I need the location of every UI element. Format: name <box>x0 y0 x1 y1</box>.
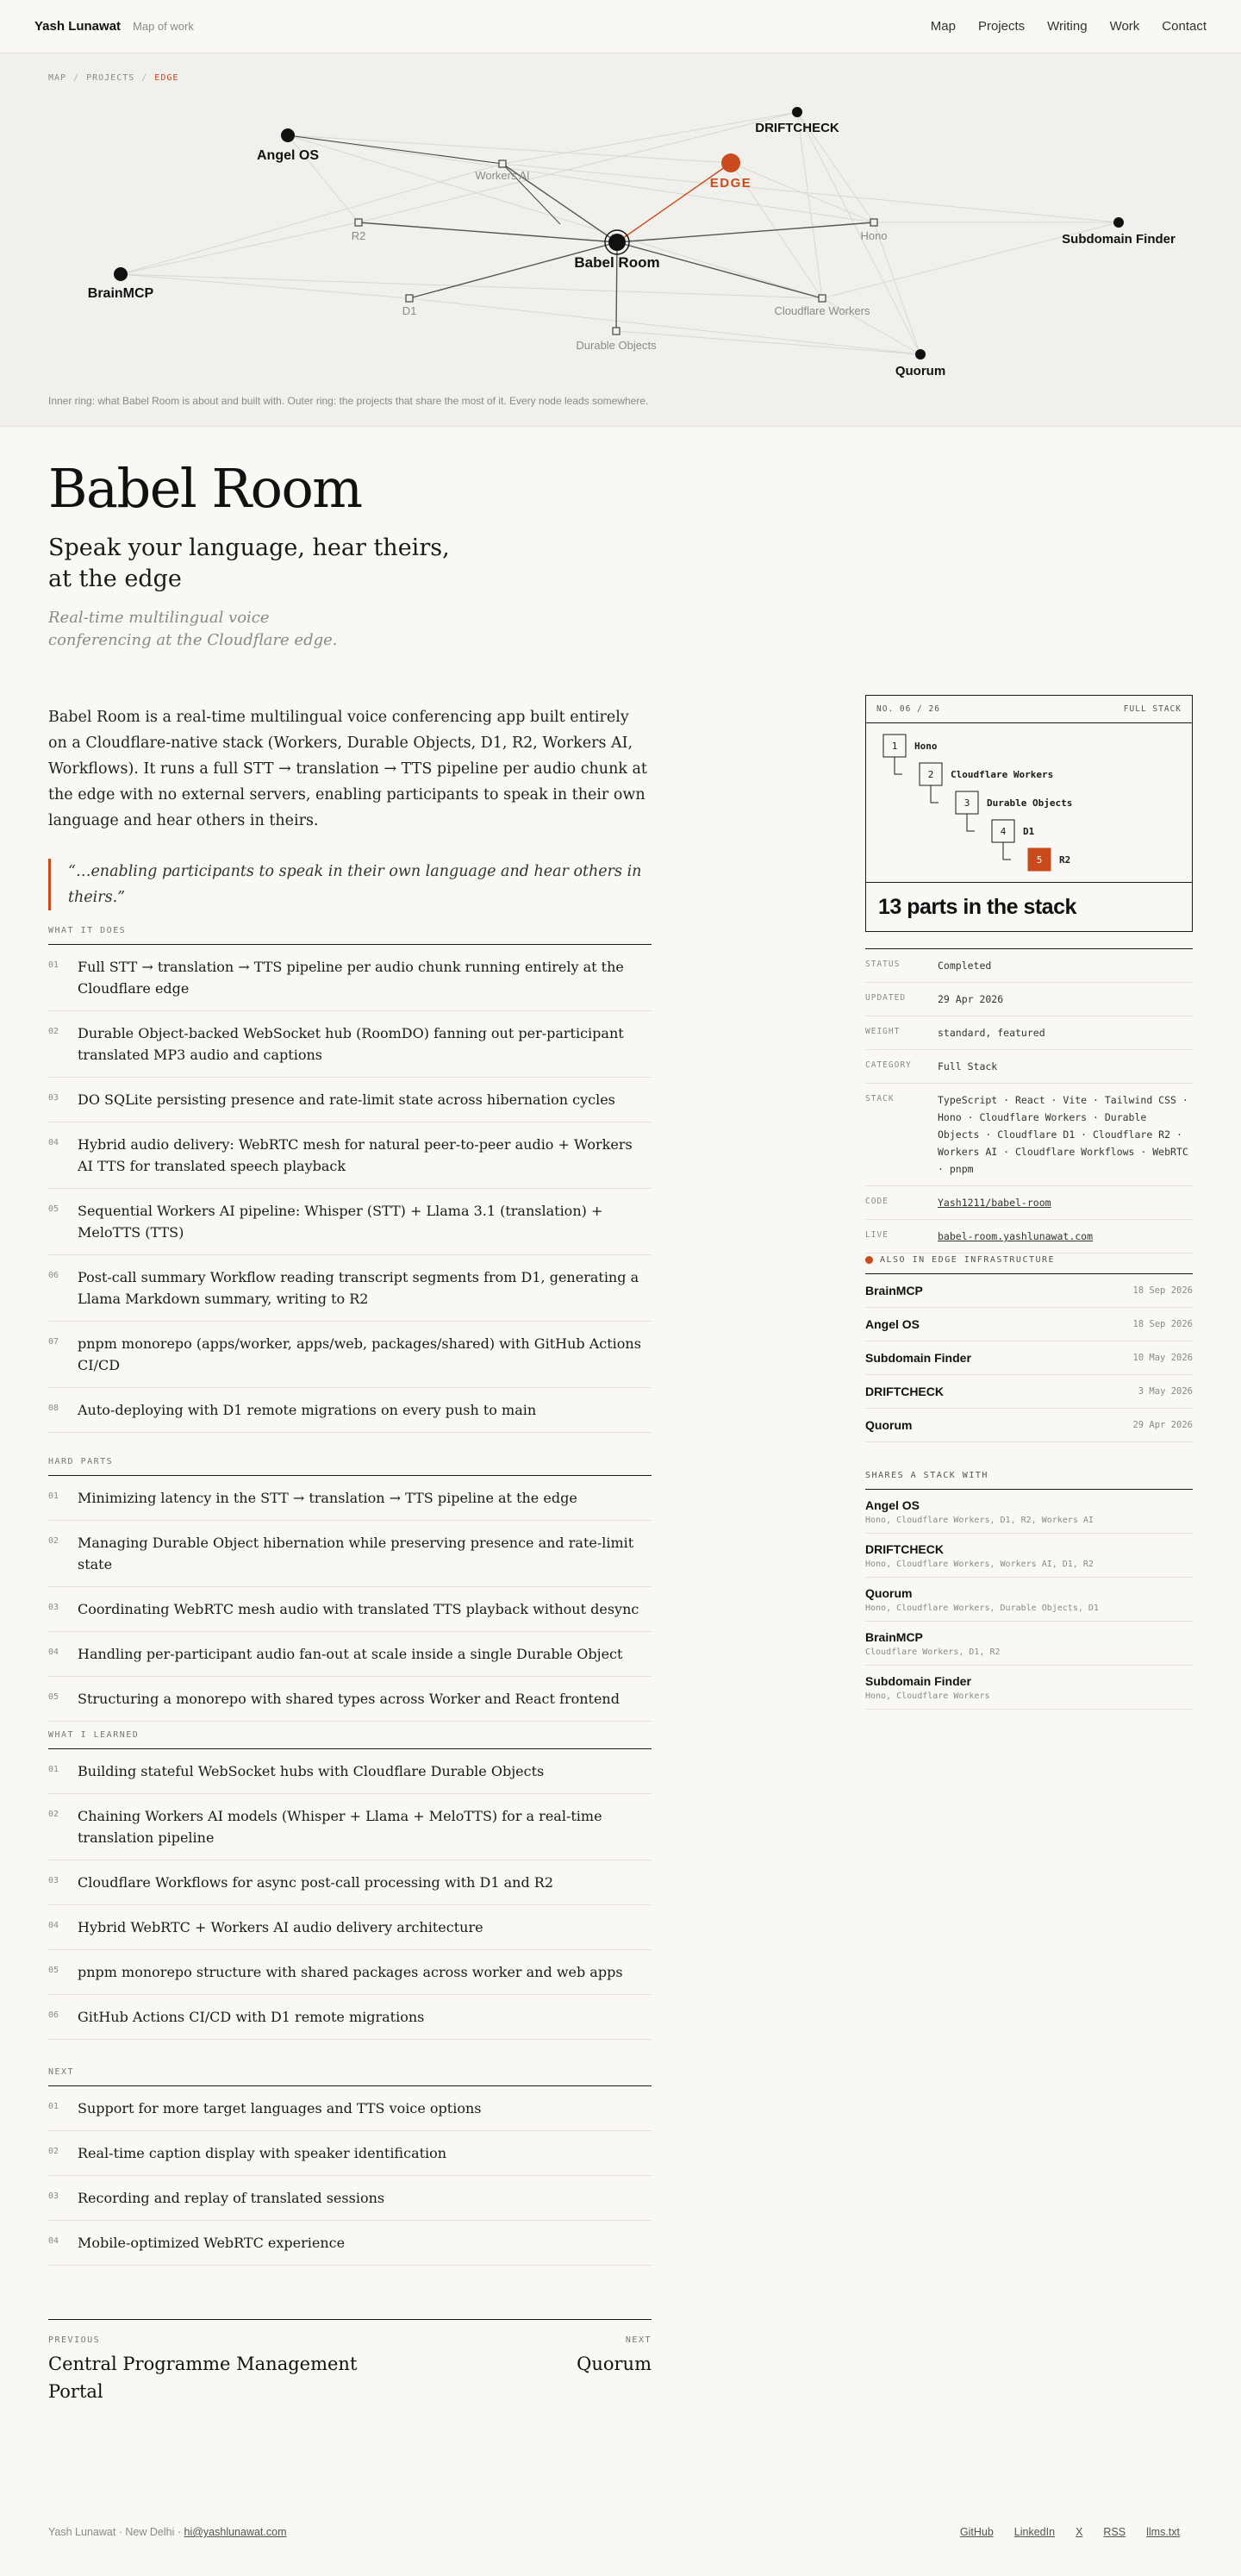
infra-name[interactable]: BrainMCP <box>865 1284 923 1297</box>
infra-row[interactable] <box>865 1274 1193 1308</box>
list-item <box>48 1521 652 1587</box>
list-item <box>48 2086 652 2131</box>
stack-step-number: 2 <box>927 769 934 780</box>
list-text: DO SQLite persisting presence and rate-limit state across hibernation cycles <box>78 1091 615 1108</box>
list-text: Cloudflare Workflows for async post-call processing with D1 and R2 <box>78 1874 554 1891</box>
list-item <box>48 1587 652 1632</box>
meta-row-stack <box>865 1084 1193 1186</box>
stack-step-number: 1 <box>891 741 898 752</box>
footer-link-linkedin[interactable]: LinkedIn <box>1013 2526 1056 2538</box>
meta-key: CODE <box>865 1197 889 1206</box>
section-label: WHAT IT DOES <box>48 926 652 945</box>
project-subtagline: Real-time multilingual voice conferencing at the Cloudflare edge. <box>48 609 338 649</box>
label-edge: EDGE <box>709 176 752 191</box>
node-angel-os[interactable] <box>281 128 295 142</box>
breadcrumb-current: EDGE <box>154 73 179 83</box>
node-quorum[interactable] <box>915 349 926 360</box>
list-item <box>48 1322 652 1388</box>
list-item <box>48 2131 652 2176</box>
list-text: Building stateful WebSocket hubs with Cloudflare Durable Objects <box>78 1763 545 1779</box>
meta-value: Completed <box>938 960 992 972</box>
stack-step-label: R2 <box>1059 854 1071 866</box>
share-name[interactable]: BrainMCP <box>865 1630 923 1644</box>
list-number: 06 <box>48 1271 59 1280</box>
stack-step-label: Cloudflare Workers <box>951 769 1054 780</box>
section-what-it-does <box>48 926 652 1433</box>
share-stack: Hono, Cloudflare Workers, Workers AI, D1, R2 <box>865 1560 1094 1569</box>
share-name[interactable]: Subdomain Finder <box>865 1674 971 1688</box>
brand-subtitle: Map of work <box>133 20 194 33</box>
list-text: Managing Durable Object hibernation while preserving presence and rate-limit state <box>78 1535 634 1572</box>
share-row[interactable] <box>865 1490 1193 1534</box>
meta-row-category <box>865 1050 1193 1084</box>
share-name[interactable]: Angel OS <box>865 1498 920 1512</box>
repo-link[interactable]: Yash1211/babel-room <box>938 1197 1051 1209</box>
label-babel-room: Babel Room <box>574 254 660 271</box>
shares-title: SHARES A STACK WITH <box>865 1471 1193 1490</box>
meta-value: TypeScript · React · Vite · Tailwind CSS · Hono · Cloudflare Workers · Durable Objects · Cloudflare D1 · Cloudflare R2 · Workers AI · Cloudflare Workflows · WebRTC · pnpm <box>938 1094 1188 1175</box>
list-number: 03 <box>48 2191 59 2201</box>
infra-date: 29 Apr 2026 <box>1132 1420 1193 1430</box>
footer-link-rss[interactable]: RSS <box>1103 2526 1126 2538</box>
pager-next-label: NEXT <box>625 2335 652 2345</box>
list-item <box>48 1860 652 1905</box>
stack-step-number: 5 <box>1036 854 1043 866</box>
meta-value: standard, featured <box>938 1027 1045 1039</box>
infra-name[interactable]: Subdomain Finder <box>865 1351 971 1365</box>
project-tagline: Speak your language, hear theirs, at the edge <box>48 535 450 592</box>
footer-link-llms[interactable]: llms.txt <box>1146 2526 1180 2538</box>
list-number: 04 <box>48 1921 59 1930</box>
card-header <box>866 696 1192 723</box>
site-footer <box>48 2526 1180 2538</box>
meta-row-updated <box>865 983 1193 1016</box>
section-hard-parts <box>48 1457 652 1722</box>
infra-date: 18 Sep 2026 <box>1132 1319 1193 1329</box>
meta-row-code <box>865 1186 1193 1220</box>
graph-strong-edges <box>288 135 874 331</box>
list-text: Full STT → translation → TTS pipeline per audio chunk running entirely at the Cloudflare edge <box>78 959 624 997</box>
node-durable-objects[interactable] <box>613 328 620 335</box>
meta-key: UPDATED <box>865 993 907 1003</box>
main-nav <box>931 19 1207 34</box>
list-number: 06 <box>48 2010 59 2020</box>
nav-writing[interactable]: Writing <box>1047 19 1088 34</box>
project-meta <box>865 948 1193 1254</box>
label-driftcheck: DRIFTCHECK <box>755 121 839 135</box>
list-item <box>48 1122 652 1189</box>
meta-key: LIVE <box>865 1230 889 1240</box>
brand <box>34 19 194 34</box>
list-number: 01 <box>48 1765 59 1774</box>
nav-projects[interactable]: Projects <box>977 19 1026 34</box>
section-label: NEXT <box>48 2067 652 2086</box>
label-brainmcp: BrainMCP <box>87 286 154 301</box>
meta-row-weight <box>865 1016 1193 1050</box>
meta-value: 29 Apr 2026 <box>938 993 1004 1005</box>
graph-caption: Inner ring: what Babel Room is about and built with. Outer ring: the projects that share the most of it. Every node leads somewhere. <box>48 395 649 407</box>
label-angel-os: Angel OS <box>256 148 320 163</box>
footer-link-github[interactable]: GitHub <box>959 2526 994 2538</box>
related-infrastructure <box>865 1255 1193 1442</box>
label-cloudflare-workers: Cloudflare Workers <box>774 304 870 317</box>
list-text: Durable Object-backed WebSocket hub (RoomDO) fanning out per-participant translated MP3 audio and captions <box>78 1025 624 1063</box>
list-number: 04 <box>48 1138 59 1147</box>
infra-name[interactable]: Quorum <box>865 1418 913 1432</box>
list-item <box>48 1255 652 1322</box>
list-number: 02 <box>48 1810 59 1819</box>
list-item <box>48 2176 652 2221</box>
share-name[interactable]: DRIFTCHECK <box>865 1542 944 1556</box>
list-item <box>48 1632 652 1677</box>
footer-links <box>960 2526 1180 2538</box>
label-r2: R2 <box>351 229 366 242</box>
list-number: 05 <box>48 1204 59 1214</box>
label-workers-ai: Workers AI <box>475 169 530 182</box>
meta-row-live <box>865 1220 1193 1254</box>
label-quorum: Quorum <box>895 364 946 378</box>
list-item <box>48 1677 652 1722</box>
breadcrumb-map[interactable]: MAP <box>48 73 67 83</box>
stack-step-number: 4 <box>1000 826 1007 837</box>
list-text: Hybrid audio delivery: WebRTC mesh for natural peer-to-peer audio + Workers AI TTS for translated speech playback <box>78 1136 633 1174</box>
breadcrumb-separator: / <box>73 73 80 83</box>
list-item <box>48 1749 652 1794</box>
label-durable-objects: Durable Objects <box>576 339 657 352</box>
stack-step-number: 3 <box>963 797 970 809</box>
infra-title-text: ALSO IN EDGE INFRASTRUCTURE <box>880 1255 1056 1265</box>
node-babel-room[interactable] <box>608 234 626 251</box>
share-stack: Hono, Cloudflare Workers, D1, R2, Workers AI <box>865 1516 1094 1525</box>
list-item <box>48 1950 652 1995</box>
pager-prev-title[interactable]: Central Programme Management Portal <box>48 2354 358 2402</box>
list-text: Minimizing latency in the STT → translation → TTS pipeline at the edge <box>78 1490 577 1506</box>
list-item <box>48 1189 652 1255</box>
pager-next[interactable] <box>577 2335 652 2405</box>
meta-row-status <box>865 949 1193 983</box>
share-stack: Hono, Cloudflare Workers, Durable Objects, D1 <box>865 1604 1099 1613</box>
node-r2[interactable] <box>355 219 362 226</box>
list-number: 02 <box>48 2147 59 2156</box>
list-text: pnpm monorepo structure with shared packages across worker and web apps <box>78 1964 623 1980</box>
meta-key: WEIGHT <box>865 1027 901 1036</box>
live-link[interactable]: babel-room.yashlunawat.com <box>938 1230 1094 1242</box>
footer-left <box>48 2526 287 2538</box>
list-text: Hybrid WebRTC + Workers AI audio delivery architecture <box>78 1919 483 1935</box>
list-text: Post-call summary Workflow reading transcript segments from D1, generating a Llama Markdown summary, writing to R2 <box>78 1269 639 1307</box>
pager-previous[interactable] <box>48 2335 376 2405</box>
node-d1[interactable] <box>406 295 413 302</box>
section-label: HARD PARTS <box>48 1457 652 1476</box>
accent-dot-icon <box>865 1256 873 1264</box>
share-row[interactable] <box>865 1534 1193 1578</box>
node-workers-ai[interactable] <box>499 160 506 167</box>
list-text: Auto-deploying with D1 remote migrations on every push to main <box>78 1402 537 1418</box>
nav-contact[interactable]: Contact <box>1162 19 1207 34</box>
pull-quote: “…enabling participants to speak in their own language and hear others in theirs.” <box>48 859 652 910</box>
share-row[interactable] <box>865 1622 1193 1666</box>
section-next <box>48 2067 652 2266</box>
list-number: 05 <box>48 1692 59 1702</box>
list-text: Recording and replay of translated sessions <box>78 2190 385 2206</box>
share-stack: Cloudflare Workers, D1, R2 <box>865 1648 1001 1657</box>
meta-value: Full Stack <box>938 1060 998 1072</box>
list-text: pnpm monorepo (apps/worker, apps/web, packages/shared) with GitHub Actions CI/CD <box>78 1335 641 1373</box>
list-item <box>48 1905 652 1950</box>
list-number: 01 <box>48 2102 59 2111</box>
list-number: 03 <box>48 1603 59 1612</box>
project-intro: Babel Room is a real-time multilingual voice conferencing app built entirely on a Cloudflare-native stack (Workers, Durable Objects, D1, R2, Workers AI, Workflows). It runs a full STT → translation → TTS pipeline per audio chunk at the edge with no external servers, enabling participants to speak in their own language and hear others in theirs. <box>48 709 647 829</box>
list-item <box>48 1995 652 2040</box>
card-category: FULL STACK <box>1123 704 1182 714</box>
list-number: 01 <box>48 960 59 970</box>
pager-prev-label: PREVIOUS <box>48 2335 101 2345</box>
list-item <box>48 1476 652 1521</box>
node-edge-highlight[interactable] <box>721 153 740 172</box>
footer-credit: Yash Lunawat · New Delhi · <box>48 2526 182 2538</box>
share-stack: Hono, Cloudflare Workers <box>865 1691 990 1701</box>
list-text: Real-time caption display with speaker identification <box>78 2145 447 2161</box>
list-text: Chaining Workers AI models (Whisper + Llama + MeloTTS) for a real-time translation pipeline <box>78 1808 602 1846</box>
stack-step-label: Durable Objects <box>987 797 1073 809</box>
list-number: 02 <box>48 1027 59 1036</box>
breadcrumb <box>48 73 178 83</box>
list-number: 07 <box>48 1337 59 1347</box>
section-label: WHAT I LEARNED <box>48 1730 652 1749</box>
brand-name[interactable]: Yash Lunawat <box>34 19 122 34</box>
card-number: NO. 06 / 26 <box>876 704 940 714</box>
graph-canvas <box>0 53 1241 427</box>
list-text: Sequential Workers AI pipeline: Whisper (STT) + Llama 3.1 (translation) + MeloTTS (TTS) <box>78 1203 603 1241</box>
list-number: 04 <box>48 2236 59 2246</box>
list-text: Handling per-participant audio fan-out at scale inside a single Durable Object <box>78 1646 623 1662</box>
label-hono: Hono <box>860 229 888 242</box>
stack-card <box>865 695 1193 932</box>
infra-name[interactable]: Angel OS <box>865 1317 920 1331</box>
nav-work[interactable]: Work <box>1109 19 1140 34</box>
top-navigation-bar <box>0 0 1241 53</box>
footer-link-x[interactable]: X <box>1076 2526 1083 2538</box>
node-cloudflare-workers[interactable] <box>819 295 826 302</box>
share-row[interactable] <box>865 1666 1193 1710</box>
section-what-i-learned <box>48 1730 652 2040</box>
infra-date: 18 Sep 2026 <box>1132 1285 1193 1296</box>
infra-date: 3 May 2026 <box>1138 1386 1193 1397</box>
infra-name[interactable]: DRIFTCHECK <box>865 1385 944 1398</box>
share-name[interactable]: Quorum <box>865 1586 913 1600</box>
stack-steps-diagram <box>866 723 1192 882</box>
infra-row[interactable] <box>865 1375 1193 1409</box>
infra-row[interactable] <box>865 1409 1193 1442</box>
list-text: Coordinating WebRTC mesh audio with translated TTS playback without desync <box>78 1601 639 1617</box>
project-graph <box>0 53 1241 427</box>
list-number: 08 <box>48 1404 59 1413</box>
label-subdomain-finder: Subdomain Finder <box>1062 232 1176 247</box>
meta-key: CATEGORY <box>865 1060 912 1070</box>
list-text: GitHub Actions CI/CD with D1 remote migrations <box>78 2009 425 2025</box>
card-footer: 13 parts in the stack <box>866 882 1192 931</box>
list-text: Mobile-optimized WebRTC experience <box>78 2235 346 2251</box>
project-pager <box>48 2319 652 2405</box>
shared-stack-projects <box>865 1471 1193 1710</box>
node-driftcheck[interactable] <box>792 107 802 117</box>
node-hono[interactable] <box>870 219 877 226</box>
nav-map[interactable]: Map <box>930 19 956 34</box>
share-row[interactable] <box>865 1578 1193 1622</box>
node-subdomain-finder[interactable] <box>1113 217 1124 228</box>
breadcrumb-projects[interactable]: PROJECTS <box>86 73 135 83</box>
list-item <box>48 945 652 1011</box>
list-number: 01 <box>48 1491 59 1501</box>
list-number: 03 <box>48 1876 59 1885</box>
breadcrumb-separator: / <box>141 73 148 83</box>
pager-next-title[interactable]: Quorum <box>577 2354 652 2374</box>
stack-step-label: D1 <box>1023 826 1035 837</box>
label-d1: D1 <box>402 304 417 317</box>
list-item <box>48 2221 652 2266</box>
meta-key: STATUS <box>865 960 901 969</box>
infra-title <box>865 1255 1193 1274</box>
stack-step-label: Hono <box>914 741 938 752</box>
list-item <box>48 1388 652 1433</box>
infra-row[interactable] <box>865 1308 1193 1341</box>
infra-date: 10 May 2026 <box>1132 1353 1193 1363</box>
page-title: Babel Room <box>48 457 362 520</box>
stack-steps <box>883 735 1072 871</box>
list-item <box>48 1011 652 1078</box>
list-number: 04 <box>48 1648 59 1657</box>
list-number: 05 <box>48 1966 59 1975</box>
infra-row[interactable] <box>865 1341 1193 1375</box>
list-text: Structuring a monorepo with shared types across Worker and React frontend <box>78 1691 620 1707</box>
list-item <box>48 1078 652 1122</box>
list-number: 02 <box>48 1536 59 1546</box>
list-item <box>48 1794 652 1860</box>
footer-email-link[interactable]: hi@yashlunawat.com <box>184 2526 287 2538</box>
list-text: Support for more target languages and TTS voice options <box>78 2100 482 2116</box>
list-number: 03 <box>48 1093 59 1103</box>
node-brainmcp[interactable] <box>114 267 128 281</box>
graph-edge-highlight <box>617 163 731 242</box>
meta-key: STACK <box>865 1094 895 1104</box>
